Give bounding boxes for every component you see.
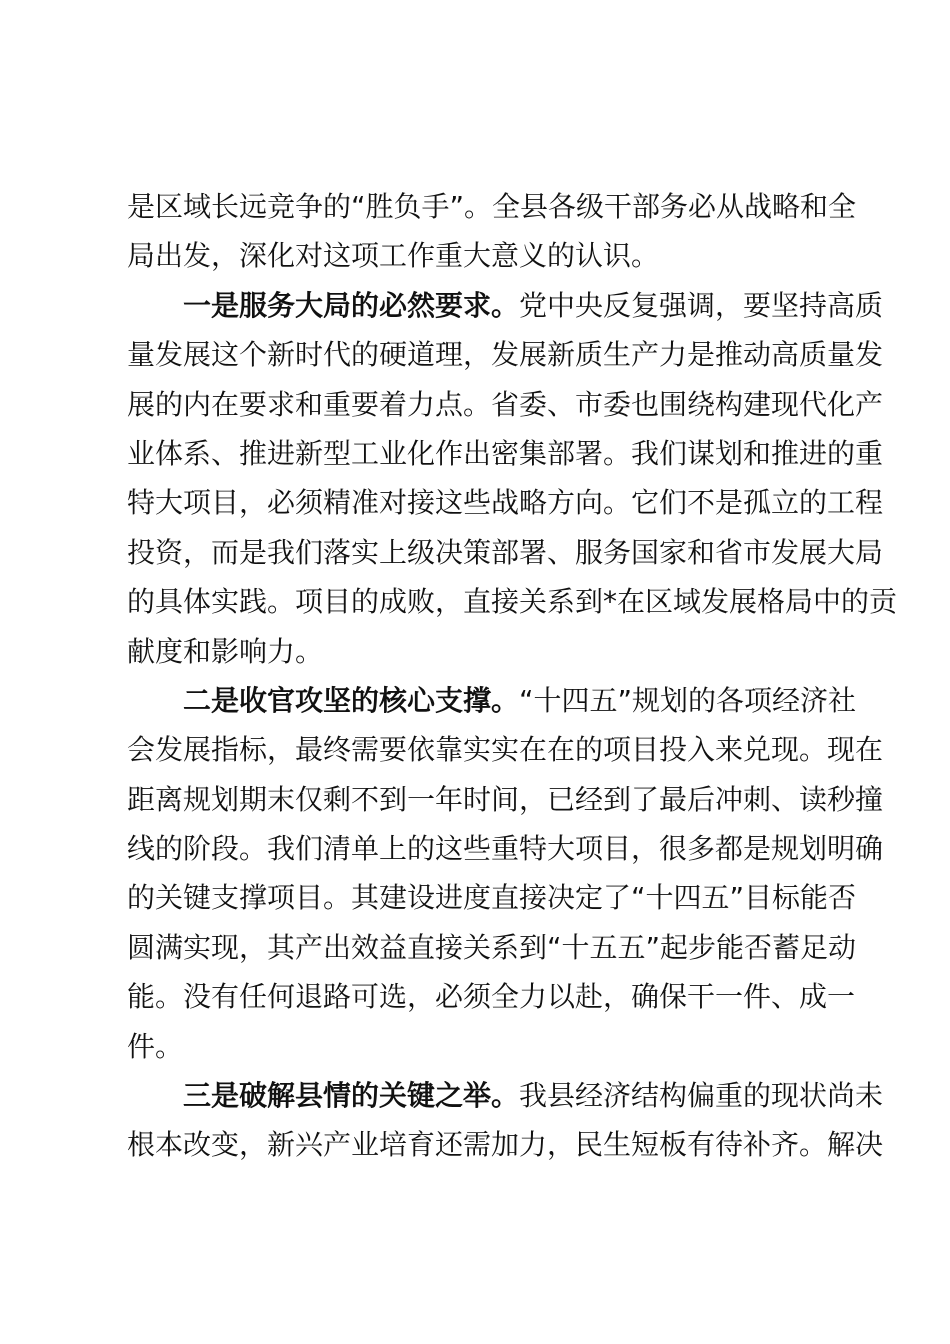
line-text: 投资，而是我们落实上级决策部署、服务国家和省市发展大局: [127, 535, 884, 569]
document-body: [127, 182, 898, 1170]
line-text: 是区域长远竞争的“胜负手”。全县各级干部务必从战略和全: [127, 190, 857, 223]
text-line: [127, 923, 857, 972]
text-line: [127, 429, 884, 478]
text-line: [127, 972, 856, 1021]
line-text: 根本改变，新兴产业培育还需加力，民生短板有待补齐。解决: [127, 1128, 884, 1162]
line-text: 展的内在要求和重要着力点。省委、市委也围绕构建现代化产: [127, 387, 884, 421]
text-line: [127, 182, 857, 231]
text-line: [127, 231, 833, 280]
text-line: [127, 873, 857, 922]
line-text: 能。没有任何退路可选，必须全力以赴，确保干一件、成一: [127, 980, 856, 1014]
line-text: 圆满实现，其产出效益直接关系到“十五五”起步能否蓄足动: [127, 930, 857, 964]
text-line: [127, 775, 884, 824]
text-line: [127, 281, 884, 330]
line-text: 的具体实践。项目的成败，直接关系到*在区域发展格局中的贡: [127, 585, 898, 619]
text-line: [127, 725, 884, 774]
text-line: [127, 528, 884, 577]
line-text: 的关键支撑项目。其建设进度直接决定了“十四五”目标能否: [127, 881, 857, 915]
line-text: 业体系、推进新型工业化作出密集部署。我们谋划和推进的重: [127, 436, 884, 470]
text-line: [127, 1022, 833, 1071]
text-line: [127, 577, 898, 626]
text-line: [127, 824, 884, 873]
text-line: [127, 1120, 884, 1169]
text-line: [127, 676, 857, 725]
line-text: 党中央反复强调，要坚持高质: [519, 288, 884, 322]
line-text: 会发展指标，最终需要依靠实实在在的项目投入来兑现。现在: [127, 733, 884, 767]
line-text: 距离规划期末仅剩不到一年时间，已经到了最后冲刺、读秒撞: [127, 782, 884, 816]
line-text: 量发展这个新时代的硬道理，发展新质生产力是推动高质量发: [127, 338, 884, 372]
line-text: 件。: [127, 1029, 184, 1063]
point-heading: 二是收官攻坚的核心支撑。: [183, 683, 520, 717]
line-text: 线的阶段。我们清单上的这些重特大项目，很多都是规划明确: [127, 832, 884, 866]
line-text: 特大项目，必须精准对接这些战略方向。它们不是孤立的工程: [127, 486, 884, 520]
line-text: 献度和影响力。: [127, 634, 324, 668]
point-heading: 三是破解县情的关键之举。: [183, 1079, 520, 1113]
text-line: [127, 1071, 884, 1120]
text-line: [127, 627, 833, 676]
text-line: [127, 380, 884, 429]
point-heading: 一是服务大局的必然要求。: [183, 288, 520, 322]
text-line: [127, 330, 884, 379]
line-text: 我县经济结构偏重的现状尚未: [519, 1079, 884, 1113]
line-text: 局出发，深化对这项工作重大意义的认识。: [127, 239, 660, 273]
text-line: [127, 478, 884, 527]
line-text: “十四五”规划的各项经济社: [519, 683, 857, 717]
